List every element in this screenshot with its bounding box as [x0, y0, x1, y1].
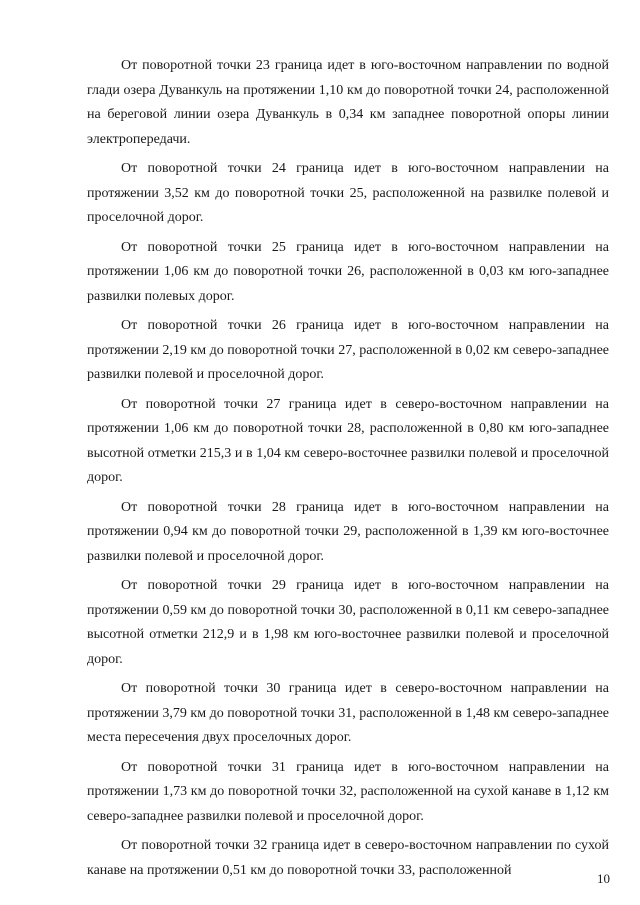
paragraph-point-31: От поворотной точки 31 граница идет в юго-восточном направлении на протяжении 1,73 км до поворотной точки 32, расположенной на сухой канаве в 1,12 км северо-западнее развилки полевой и проселочной дорог.: [87, 759, 609, 824]
paragraph-point-28: От поворотной точки 28 граница идет в юго-восточном направлении на протяжении 0,94 км до поворотной точки 29, расположенной в 1,39 км юго-восточнее развилки полевой и проселочной дорог.: [87, 499, 609, 564]
paragraph-point-32: От поворотной точки 32 граница идет в северо-восточном направлении по сухой канаве на протяжении 0,51 км до поворотной точки 33, расположенной: [87, 838, 609, 878]
paragraph-point-24: От поворотной точки 24 граница идет в юго-восточном направлении на протяжении 3,52 км до поворотной точки 25, расположенной на развилке полевой и проселочной дорог.: [87, 161, 609, 225]
paragraph-point-29: От поворотной точки 29 граница идет в юго-восточном направлении на протяжении 0,59 км до поворотной точки 30, расположенной в 0,11 км северо-западнее высотной отметки 212,9 и в 1,98 км юго-восточнее развилки полевой и проселочной дорог.: [87, 578, 609, 667]
document-body: [87, 54, 609, 883]
page-number: 10: [597, 871, 610, 886]
paragraph-point-25: От поворотной точки 25 граница идет в юго-восточном направлении на протяжении 1,06 км до поворотной точки 26, расположенной в 0,03 км юго-западнее развилки полевых дорог.: [87, 239, 609, 304]
paragraph-point-23: От поворотной точки 23 граница идет в юго-восточном направлении по водной глади озера Дуванкуль на протяжении 1,10 км до поворотной точки 24, расположенной на береговой линии озера Дуванкуль в 0,34 км западнее поворотной опоры линии электропередачи.: [87, 58, 609, 147]
paragraph-point-26: От поворотной точки 26 граница идет в юго-восточном направлении на протяжении 2,19 км до поворотной точки 27, расположенной в 0,02 км северо-западнее развилки полевой и проселочной дорог.: [87, 318, 609, 382]
paragraph-point-30: От поворотной точки 30 граница идет в северо-восточном направлении на протяжении 3,79 км до поворотной точки 31, расположенной в 1,48 км северо-западнее места пересечения двух проселочных дорог.: [87, 681, 609, 745]
paragraph-point-27: От поворотной точки 27 граница идет в северо-восточном направлении на протяжении 1,06 км до поворотной точки 28, расположенной в 0,80 км юго-западнее высотной отметки 215,3 и в 1,04 км северо-восточнее развилки полевой и проселочной дорог.: [87, 396, 609, 485]
